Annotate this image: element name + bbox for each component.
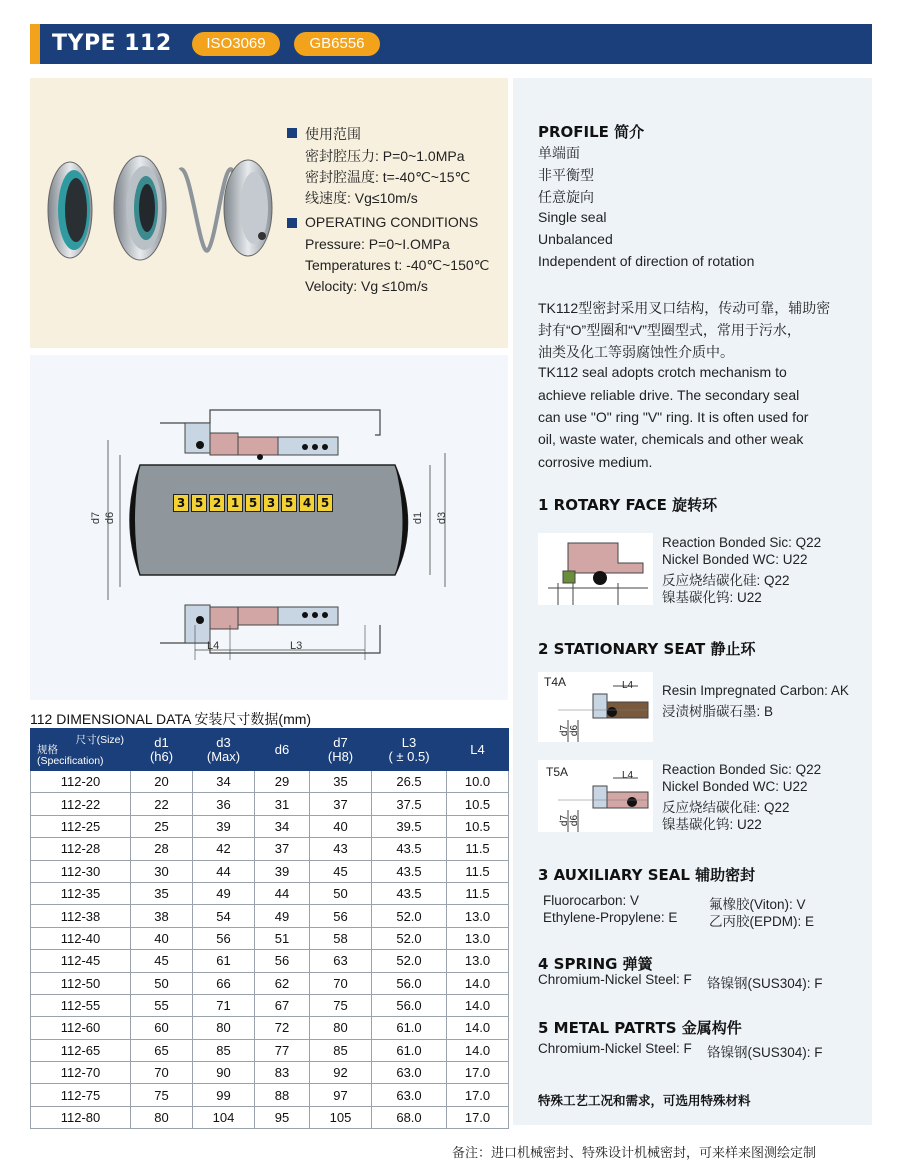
value-cell: 28 [131, 838, 193, 860]
value-cell: 25 [131, 815, 193, 837]
value-cell: 40 [131, 927, 193, 949]
value-cell: 10.5 [447, 793, 509, 815]
value-cell: 14.0 [447, 972, 509, 994]
value-cell: 17.0 [447, 1062, 509, 1084]
value-cell: 45 [310, 860, 372, 882]
t5a-line: Reaction Bonded Sic: Q22 [662, 762, 822, 777]
table-row [31, 838, 509, 860]
value-cell: 26.5 [372, 771, 447, 793]
t4a-line: Resin Impregnated Carbon: AK [662, 683, 849, 698]
value-cell: 83 [255, 1062, 310, 1084]
value-cell: 85 [193, 1039, 255, 1061]
value-cell: 20 [131, 771, 193, 793]
aux-left-line: Fluorocarbon: V [543, 893, 640, 908]
profile-cn-para: 封有“O”型圈和“V”型圈型式，常用于污水， [538, 322, 801, 338]
header-accent [30, 24, 40, 64]
profile-en-para: TK112 seal adopts crotch mechanism to [538, 364, 787, 380]
t4a-label: T4A [544, 675, 567, 689]
value-cell: 80 [193, 1017, 255, 1039]
spec-cell: 112-40 [31, 927, 131, 949]
table-row [31, 860, 509, 882]
part-number: 2 [209, 494, 225, 512]
t5a-l4: L4 [622, 770, 634, 781]
t4a-line: 浸渍树脂碳石墨: B [662, 704, 774, 719]
part-number: 3 [263, 494, 279, 512]
profile-en-para: corrosive medium. [538, 454, 653, 470]
value-cell: 56 [193, 927, 255, 949]
value-cell: 39.5 [372, 815, 447, 837]
column-header-l3: L3 ( ± 0.5) [372, 729, 447, 771]
part-number-row [173, 494, 333, 512]
value-cell: 80 [310, 1017, 372, 1039]
column-header-d7: d7 (H8) [310, 729, 372, 771]
value-cell: 43.5 [372, 860, 447, 882]
corner-header [31, 729, 131, 771]
value-cell: 71 [193, 994, 255, 1016]
value-cell: 13.0 [447, 927, 509, 949]
cn-pressure: 密封腔压力: P=0~1.0MPa [305, 148, 465, 164]
value-cell: 11.5 [447, 838, 509, 860]
value-cell: 34 [193, 771, 255, 793]
spec-cell: 112-60 [31, 1017, 131, 1039]
rotary-face-line: Nickel Bonded WC: U22 [662, 552, 808, 567]
part-number: 4 [299, 494, 315, 512]
value-cell: 44 [193, 860, 255, 882]
value-cell: 50 [310, 882, 372, 904]
profile-line: Unbalanced [538, 231, 613, 247]
t5a-label: T5A [546, 765, 569, 779]
table-row [31, 927, 509, 949]
profile-line: Single seal [538, 209, 607, 225]
corner-spec-label [37, 745, 104, 767]
profile-en-para: oil, waste water, chemicals and other weak [538, 431, 804, 447]
value-cell: 10.5 [447, 815, 509, 837]
table-row [31, 1017, 509, 1039]
table-row [31, 1106, 509, 1128]
t5a-d7: d7 [559, 814, 571, 827]
value-cell: 67 [255, 994, 310, 1016]
value-cell: 90 [193, 1062, 255, 1084]
value-cell: 80 [131, 1106, 193, 1128]
footer-note: 备注：进口机械密封、特殊设计机械密封，可来样来图测绘定制 [452, 1146, 817, 1161]
label-d3: d3 [436, 511, 449, 525]
profile-cn-para: 油类及化工等弱腐蚀性介质中。 [538, 344, 734, 360]
value-cell: 99 [193, 1084, 255, 1106]
value-cell: 22 [131, 793, 193, 815]
value-cell: 58 [310, 927, 372, 949]
dimensions-title: 112 DIMENSIONAL DATA 安装尺寸数据(mm) [30, 711, 312, 727]
corner-size-label: 尺寸(Size) [75, 734, 124, 746]
value-cell: 61.0 [372, 1017, 447, 1039]
rotary-face-line: 镍基碳化钨: U22 [662, 590, 762, 605]
t4a-d6: d6 [569, 724, 581, 737]
value-cell: 56 [310, 905, 372, 927]
rotary-face-diagram [538, 533, 653, 605]
t5a-line: 反应烧结碳化硅: Q22 [662, 800, 790, 815]
corner-spec-cn: 规格 [37, 744, 58, 756]
value-cell: 105 [310, 1106, 372, 1128]
value-cell: 56.0 [372, 972, 447, 994]
dimensions-table [30, 728, 509, 1129]
value-cell: 63.0 [372, 1062, 447, 1084]
stationary-seat-heading: 2 STATIONARY SEAT 静止环 [538, 640, 756, 658]
value-cell: 44 [255, 882, 310, 904]
value-cell: 51 [255, 927, 310, 949]
value-cell: 104 [193, 1106, 255, 1128]
spec-cell: 112-45 [31, 950, 131, 972]
value-cell: 65 [131, 1039, 193, 1061]
spec-cell: 112-22 [31, 793, 131, 815]
spec-cell: 112-38 [31, 905, 131, 927]
value-cell: 52.0 [372, 927, 447, 949]
metal-parts-right: 铬镍钢(SUS304): F [707, 1045, 823, 1060]
bullet-square [287, 218, 297, 228]
value-cell: 97 [310, 1084, 372, 1106]
profile-line: Independent of direction of rotation [538, 253, 755, 269]
column-header-d3: d3 (Max) [193, 729, 255, 771]
spec-cell: 112-30 [31, 860, 131, 882]
table-row [31, 905, 509, 927]
value-cell: 14.0 [447, 994, 509, 1016]
value-cell: 43.5 [372, 882, 447, 904]
part-number: 5 [245, 494, 261, 512]
value-cell: 56.0 [372, 994, 447, 1016]
table-header-row [31, 729, 509, 771]
value-cell: 61.0 [372, 1039, 447, 1061]
label-d1: d1 [412, 511, 425, 525]
profile-en-para: can use "O" ring "V" ring. It is often used for [538, 409, 809, 425]
label-d7: d7 [90, 511, 103, 525]
spring-right: 铬镍钢(SUS304): F [707, 976, 823, 991]
table-row [31, 771, 509, 793]
value-cell: 35 [310, 771, 372, 793]
spring-left: Chromium-Nickel Steel: F [538, 972, 692, 987]
spec-cell: 112-28 [31, 838, 131, 860]
table-row [31, 994, 509, 1016]
aux-right-line: 氟橡胶(Viton): V [709, 897, 806, 912]
value-cell: 37 [255, 838, 310, 860]
column-header-l4: L4 [447, 729, 509, 771]
value-cell: 66 [193, 972, 255, 994]
column-header-d6: d6 [255, 729, 310, 771]
value-cell: 50 [131, 972, 193, 994]
value-cell: 13.0 [447, 950, 509, 972]
rotary-face-heading: 1 ROTARY FACE 旋转环 [538, 496, 718, 514]
table-row [31, 950, 509, 972]
badge-iso: ISO3069 [192, 32, 280, 56]
value-cell: 42 [193, 838, 255, 860]
value-cell: 43.5 [372, 838, 447, 860]
value-cell: 43 [310, 838, 372, 860]
value-cell: 35 [131, 882, 193, 904]
value-cell: 10.0 [447, 771, 509, 793]
value-cell: 49 [193, 882, 255, 904]
value-cell: 56 [255, 950, 310, 972]
t5a-d6: d6 [569, 814, 581, 827]
table-row [31, 972, 509, 994]
rotary-face-line: Reaction Bonded Sic: Q22 [662, 535, 822, 550]
value-cell: 30 [131, 860, 193, 882]
corner-spec-en: (Specification) [37, 755, 104, 767]
spec-cell: 112-25 [31, 815, 131, 837]
value-cell: 37.5 [372, 793, 447, 815]
value-cell: 17.0 [447, 1084, 509, 1106]
badge-gb: GB6556 [294, 32, 380, 56]
aux-left-line: Ethylene-Propylene: E [543, 910, 678, 925]
column-header-d1: d1 (h6) [131, 729, 193, 771]
part-number: 1 [227, 494, 243, 512]
metal-parts-left: Chromium-Nickel Steel: F [538, 1041, 692, 1056]
table-body [31, 771, 509, 1129]
value-cell: 54 [193, 905, 255, 927]
value-cell: 14.0 [447, 1017, 509, 1039]
value-cell: 34 [255, 815, 310, 837]
aux-right-line: 乙丙胶(EPDM): E [709, 914, 815, 929]
value-cell: 75 [310, 994, 372, 1016]
part-number: 3 [173, 494, 189, 512]
value-cell: 75 [131, 1084, 193, 1106]
en-pressure: Pressure: P=0~I.OMPa [305, 236, 450, 252]
spec-cell: 112-20 [31, 771, 131, 793]
metal-parts-heading: 5 METAL PATRTS 金属构件 [538, 1019, 742, 1037]
value-cell: 29 [255, 771, 310, 793]
spec-cell: 112-55 [31, 994, 131, 1016]
special-note: 特殊工艺工况和需求，可选用特殊材料 [538, 1093, 751, 1108]
value-cell: 70 [310, 972, 372, 994]
value-cell: 17.0 [447, 1106, 509, 1128]
page-title: TYPE 112 [52, 31, 172, 56]
t5a-line: 镍基碳化钨: U22 [662, 817, 762, 832]
table-row [31, 1039, 509, 1061]
spec-cell: 112-65 [31, 1039, 131, 1061]
part-number: 5 [281, 494, 297, 512]
table-row [31, 882, 509, 904]
spec-cell: 112-75 [31, 1084, 131, 1106]
value-cell: 37 [310, 793, 372, 815]
value-cell: 77 [255, 1039, 310, 1061]
value-cell: 11.5 [447, 860, 509, 882]
cn-temperature: 密封腔温度: t=-40℃~15℃ [305, 169, 471, 185]
profile-line: 单端面 [538, 145, 580, 161]
cn-title: 使用范围 [305, 126, 361, 142]
value-cell: 85 [310, 1039, 372, 1061]
value-cell: 38 [131, 905, 193, 927]
table-row [31, 793, 509, 815]
t4a-l4: L4 [622, 680, 634, 691]
spring-heading: 4 SPRING 弹簧 [538, 955, 653, 973]
value-cell: 63 [310, 950, 372, 972]
table-row [31, 1062, 509, 1084]
value-cell: 52.0 [372, 950, 447, 972]
value-cell: 62 [255, 972, 310, 994]
cross-section-drawing [90, 395, 460, 670]
label-d6: d6 [104, 511, 117, 525]
value-cell: 14.0 [447, 1039, 509, 1061]
profile-en-para: achieve reliable drive. The secondary seal [538, 387, 800, 403]
spec-cell: 112-70 [31, 1062, 131, 1084]
part-number: 5 [191, 494, 207, 512]
value-cell: 61 [193, 950, 255, 972]
table-row [31, 815, 509, 837]
value-cell: 52.0 [372, 905, 447, 927]
rotary-face-line: 反应烧结碳化硅: Q22 [662, 573, 790, 588]
value-cell: 55 [131, 994, 193, 1016]
value-cell: 63.0 [372, 1084, 447, 1106]
cn-velocity: 线速度: Vg≤10m/s [305, 190, 418, 206]
value-cell: 31 [255, 793, 310, 815]
value-cell: 70 [131, 1062, 193, 1084]
spec-cell: 112-50 [31, 972, 131, 994]
value-cell: 88 [255, 1084, 310, 1106]
bullet-square [287, 128, 297, 138]
en-velocity: Velocity: Vg ≤10m/s [305, 278, 428, 294]
spec-cell: 112-35 [31, 882, 131, 904]
product-photo [40, 150, 280, 290]
en-temperature: Temperatures t: -40℃~150℃ [305, 257, 490, 273]
value-cell: 39 [255, 860, 310, 882]
table-row [31, 1084, 509, 1106]
auxiliary-seal-heading: 3 AUXILIARY SEAL 辅助密封 [538, 866, 756, 884]
value-cell: 13.0 [447, 905, 509, 927]
value-cell: 68.0 [372, 1106, 447, 1128]
t5a-line: Nickel Bonded WC: U22 [662, 779, 808, 794]
value-cell: 40 [310, 815, 372, 837]
value-cell: 36 [193, 793, 255, 815]
profile-line: 任意旋向 [538, 189, 594, 205]
value-cell: 49 [255, 905, 310, 927]
value-cell: 39 [193, 815, 255, 837]
value-cell: 95 [255, 1106, 310, 1128]
spec-cell: 112-80 [31, 1106, 131, 1128]
part-number: 5 [317, 494, 333, 512]
value-cell: 60 [131, 1017, 193, 1039]
profile-line: 非平衡型 [538, 167, 594, 183]
t4a-d7: d7 [559, 724, 571, 737]
label-l3: L3 [290, 640, 303, 652]
value-cell: 92 [310, 1062, 372, 1084]
label-l4: L4 [207, 640, 220, 652]
en-title: OPERATING CONDITIONS [305, 214, 479, 230]
profile-cn-para: TK112型密封采用叉口结构，传动可靠，辅助密 [538, 300, 831, 316]
value-cell: 72 [255, 1017, 310, 1039]
value-cell: 11.5 [447, 882, 509, 904]
value-cell: 45 [131, 950, 193, 972]
profile-heading: PROFILE 简介 [538, 123, 645, 141]
